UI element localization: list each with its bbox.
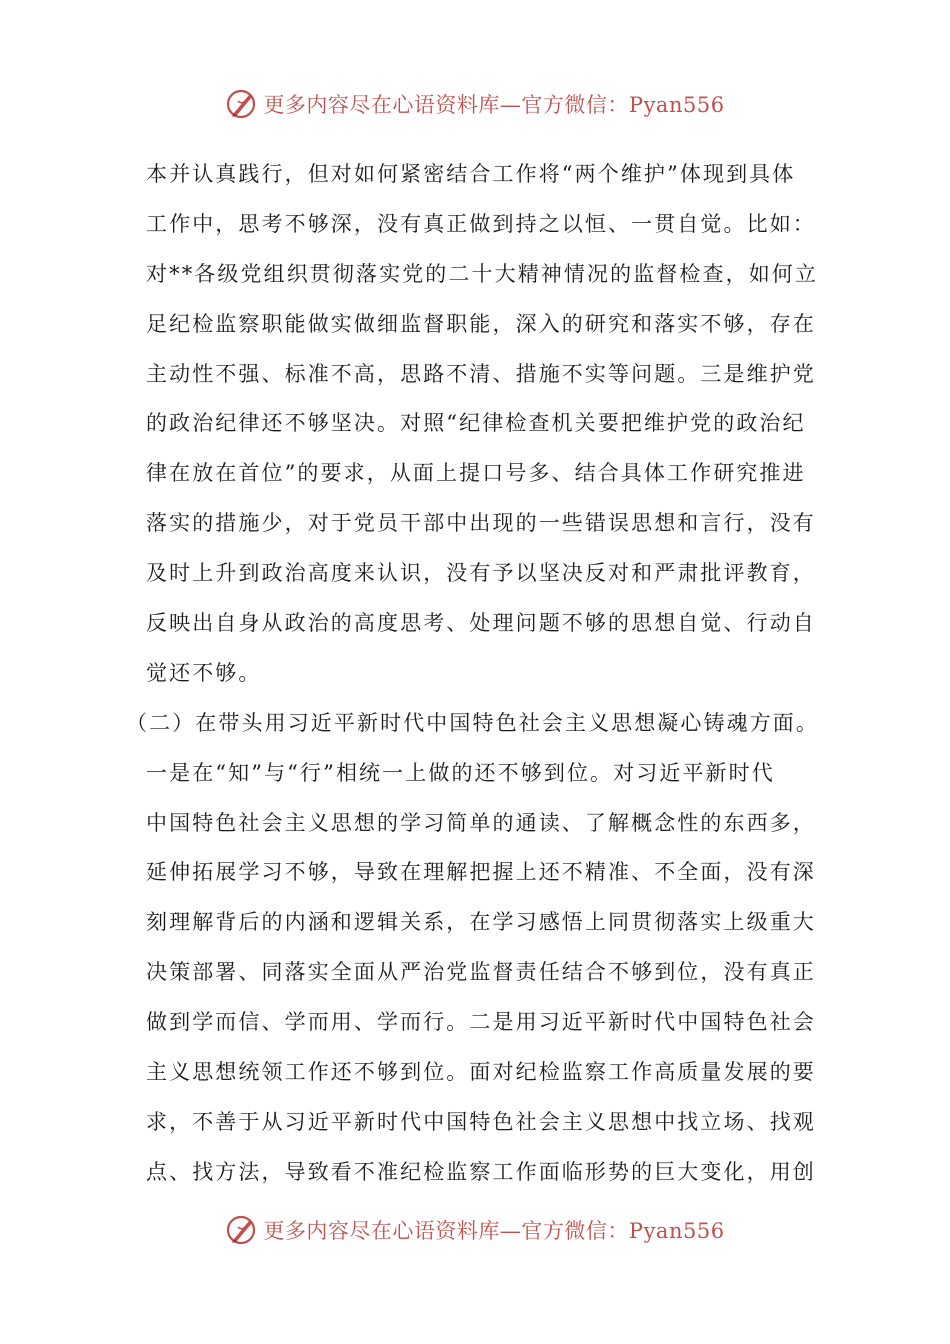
body-line: 反映出自身从政治的高度思考、处理问题不够的思想自觉、行动自 [146,611,816,636]
document-body [126,150,819,1198]
body-line: 本并认真践行，但对如何紧密结合工作将“两个维护”体现到具体 [146,162,796,186]
body-line: 刻理解背后的内涵和逻辑关系，在学习感悟上同贯彻落实上级重大 [146,910,816,935]
pen-logo-icon [225,1213,259,1247]
body-line: 决策部署、同落实全面从严治党监督责任结合不够到位，没有真正 [146,960,816,985]
footer-banner [0,1210,950,1250]
body-line: 中国特色社会主义思想的学习简单的通读、了解概念性的东西多， [146,810,816,835]
body-line: 求，不善于从习近平新时代中国特色社会主义思想中找立场、找观 [146,1109,816,1134]
body-line: 的政治纪律还不够坚决。对照“纪律检查机关要把维护党的政治纪 [146,411,806,436]
pen-logo-icon [225,87,259,121]
body-line: 做到学而信、学而用、学而行。二是用习近平新时代中国特色社会 [146,1010,816,1035]
header-banner [0,84,950,124]
body-line: 延伸拓展学习不够，导致在理解把握上还不精准、不全面，没有深 [146,860,816,885]
body-line: 律在放在首位”的要求，从面上提口号多、结合具体工作研究推进 [146,461,806,486]
body-line: 对**各级党组织贯彻落实党的二十大精神情况的监督检查，如何立 [146,261,818,286]
body-line: 主义思想统领工作还不够到位。面对纪检监察工作高质量发展的要 [146,1060,816,1085]
body-line: 落实的措施少，对于党员干部中出现的一些错误思想和言行，没有 [146,511,816,536]
body-line: 足纪检监察职能做实做细监督职能，深入的研究和落实不够，存在 [146,311,816,336]
body-line: 工作中，思考不够深，没有真正做到持之以恒、一贯自觉。比如： [146,211,816,236]
body-line: 点、找方法，导致看不准纪检监察工作面临形势的巨大变化，用创 [146,1159,816,1184]
body-line: 一是在“知”与“行”相统一上做的还不够到位。对习近平新时代 [146,760,775,785]
header-banner-text: 更多内容尽在心语资料库—官方微信：Pyan556 [263,93,725,117]
body-line: 主动性不强、标准不高，思路不清、措施不实等问题。三是维护党 [146,361,816,386]
footer-banner-text: 更多内容尽在心语资料库—官方微信：Pyan556 [263,1219,725,1243]
section-heading: （二）在带头用习近平新时代中国特色社会主义思想凝心铸魂方面。 [126,710,819,735]
body-line: 及时上升到政治高度来认识，没有予以坚决反对和严肃批评教育， [146,561,816,586]
body-line: 觉还不够。 [146,660,262,685]
